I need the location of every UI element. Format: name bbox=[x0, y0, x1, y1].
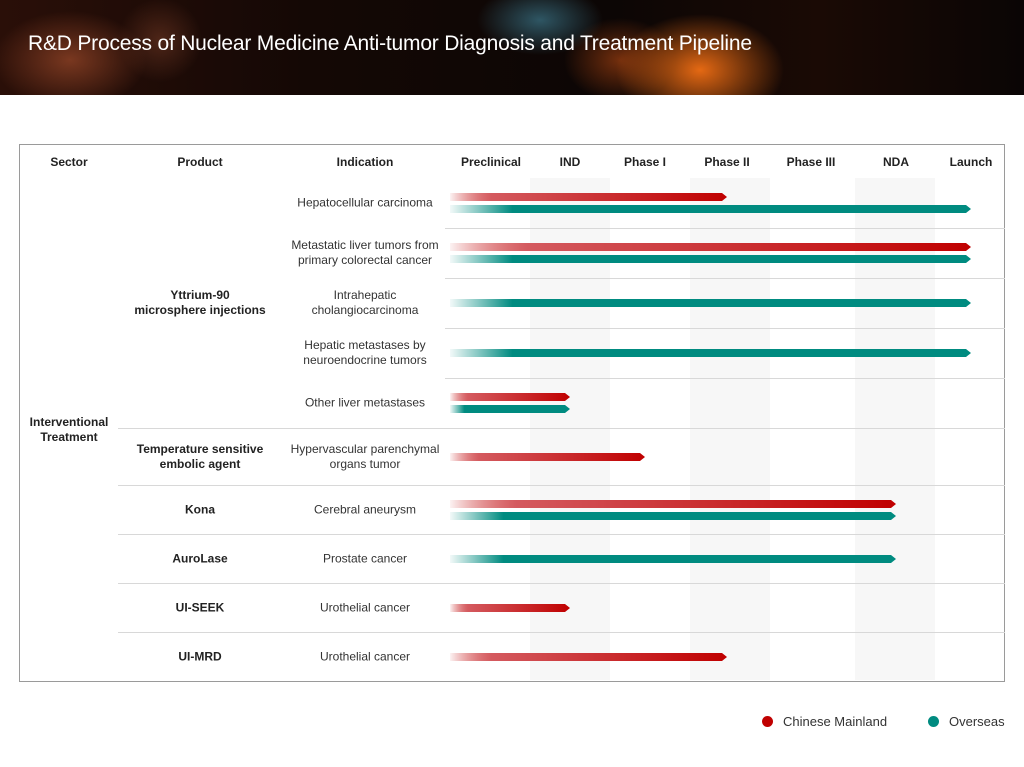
legend-label: Chinese Mainland bbox=[783, 714, 888, 729]
bar-chinese-mainland bbox=[450, 604, 570, 612]
bar-overseas bbox=[450, 255, 971, 263]
product-cell-line: UI-MRD bbox=[178, 649, 222, 664]
bar-overseas bbox=[450, 349, 971, 357]
header-stage-phase-i: Phase I bbox=[623, 155, 667, 169]
header-stage-launch: Launch bbox=[949, 155, 993, 169]
indication-cell-line: Urothelial cancer bbox=[319, 649, 411, 664]
sector-cell-line: Interventional bbox=[29, 415, 109, 429]
product-cell-line: Temperature sensitive bbox=[136, 442, 264, 456]
bar-chinese-mainland bbox=[450, 500, 896, 508]
indication-cell-line: Hepatocellular carcinoma bbox=[297, 195, 433, 210]
indication-cell-line: neuroendocrine tumors bbox=[303, 353, 427, 367]
legend-dot-red-icon bbox=[762, 716, 773, 727]
indication-cell-line: organs tumor bbox=[329, 457, 401, 471]
header-product: Product bbox=[177, 155, 223, 169]
header-sector: Sector bbox=[50, 155, 88, 169]
product-cell-line: Yttrium-90 bbox=[170, 288, 230, 302]
sector-cell-line: Treatment bbox=[40, 430, 98, 444]
header-stage-phase-iii: Phase III bbox=[786, 155, 836, 169]
indication-cell-line: Cerebral aneurysm bbox=[313, 502, 417, 517]
header-stage-phase-ii: Phase II bbox=[704, 155, 750, 169]
header-indication: Indication bbox=[336, 155, 394, 169]
product-cell-line: Kona bbox=[185, 502, 215, 517]
product-cell-line: microsphere injections bbox=[134, 303, 266, 317]
header-stage-ind: IND bbox=[559, 155, 581, 169]
product-cell-line: embolic agent bbox=[159, 457, 241, 471]
indication-cell-line: Other liver metastases bbox=[304, 395, 426, 410]
indication-cell-line: primary colorectal cancer bbox=[297, 253, 433, 267]
product-cell-line: AuroLase bbox=[172, 551, 228, 566]
header-stage-preclinical: Preclinical bbox=[460, 155, 522, 169]
bar-overseas bbox=[450, 405, 570, 413]
indication-cell-line: Hypervascular parenchymal bbox=[290, 442, 440, 456]
indication-cell-line: Hepatic metastases by bbox=[304, 338, 426, 352]
bar-chinese-mainland bbox=[450, 243, 971, 251]
bar-overseas bbox=[450, 555, 896, 563]
legend-chinese-mainland bbox=[762, 714, 887, 729]
product-cell-line: UI-SEEK bbox=[175, 600, 225, 615]
bar-chinese-mainland bbox=[450, 393, 570, 401]
bar-overseas bbox=[450, 205, 971, 213]
legend-label: Overseas bbox=[949, 714, 1005, 729]
bar-chinese-mainland bbox=[450, 193, 727, 201]
page-title: R&D Process of Nuclear Medicine Anti-tumor Diagnosis and Treatment Pipeline bbox=[28, 32, 752, 55]
indication-cell-line: Metastatic liver tumors from bbox=[291, 238, 439, 252]
legend-overseas bbox=[928, 714, 1005, 729]
bar-overseas bbox=[450, 299, 971, 307]
indication-cell-line: cholangiocarcinoma bbox=[311, 303, 419, 317]
legend-dot-teal-icon bbox=[928, 716, 939, 727]
indication-cell-line: Prostate cancer bbox=[322, 551, 408, 566]
bar-overseas bbox=[450, 512, 896, 520]
header-stage-nda: NDA bbox=[883, 155, 909, 169]
indication-cell-line: Urothelial cancer bbox=[319, 600, 411, 615]
indication-cell-line: Intrahepatic bbox=[333, 288, 397, 302]
bar-chinese-mainland bbox=[450, 653, 727, 661]
bar-chinese-mainland bbox=[450, 453, 645, 461]
